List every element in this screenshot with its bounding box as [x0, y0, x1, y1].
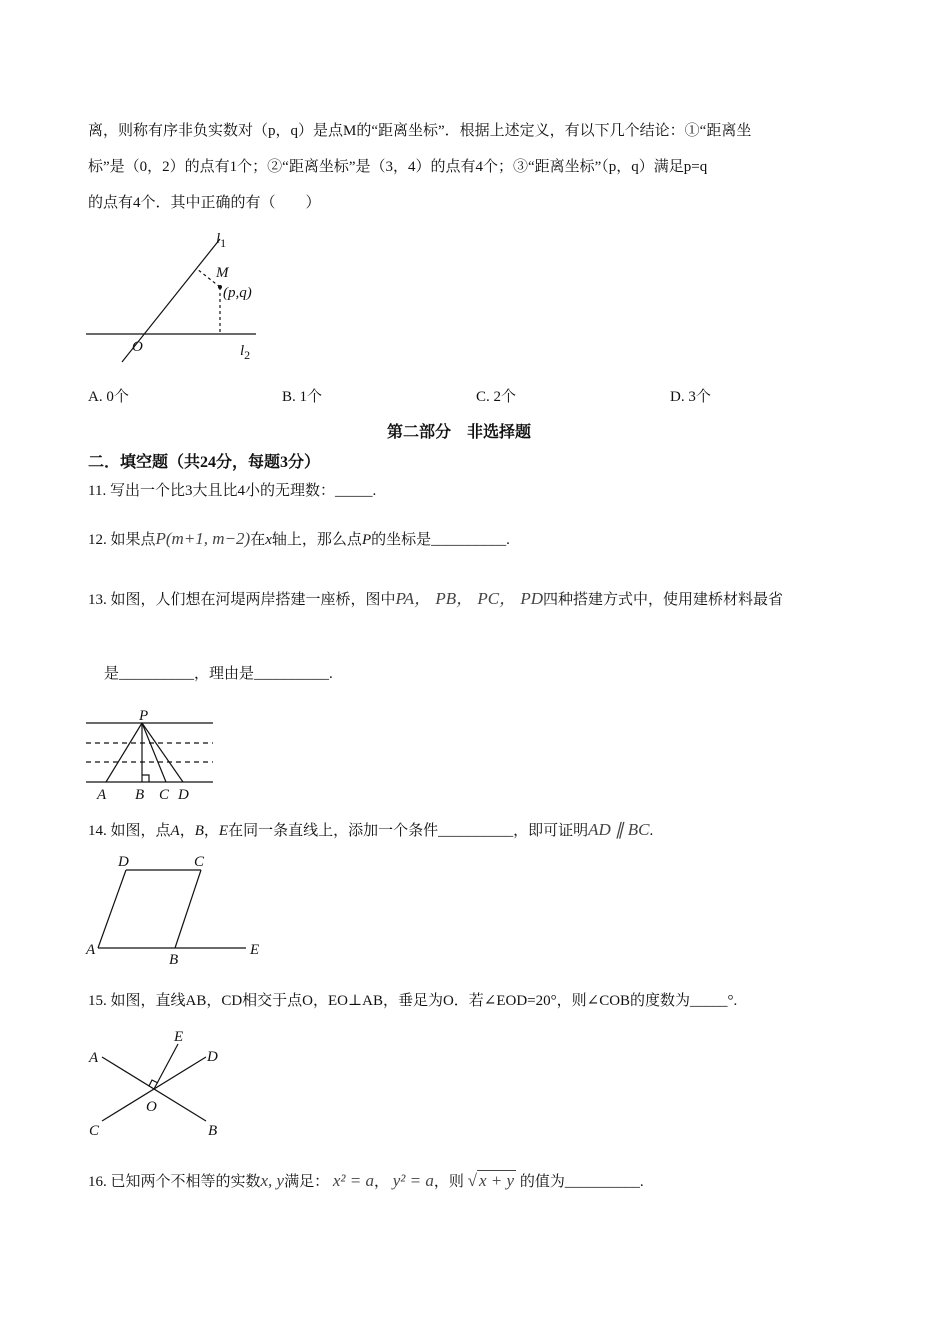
- option-d: D. 3个: [670, 389, 711, 405]
- option-a: A. 0个: [88, 389, 129, 405]
- option-c: C. 2个: [476, 389, 517, 405]
- label-C: C: [159, 787, 170, 803]
- q16-eq2: y² = a: [392, 1171, 434, 1190]
- label-A: A: [86, 942, 96, 958]
- q15: 15. 如图，直线AB，CD相交于点O，EO⊥AB，垂足为O．若∠EOD=20°，则∠COB的度数为_____°.: [88, 993, 738, 1009]
- q15-figure: [86, 1025, 226, 1140]
- label-O: O: [132, 339, 143, 355]
- label-C: C: [89, 1123, 100, 1139]
- q12: 12. 如果点P(m+1, m−2)在x轴上，那么点P的坐标是__________.: [88, 529, 510, 548]
- q14: 14. 如图，点A，B，E在同一条直线上，添加一个条件__________，即可证明AD ∥ BC.: [88, 820, 654, 839]
- label-D: D: [118, 854, 129, 870]
- q10-figure: [80, 225, 280, 370]
- label-l2: $l_2$: [240, 343, 251, 362]
- label-O: O: [146, 1099, 157, 1115]
- label-E: E: [174, 1029, 184, 1045]
- label-B: B: [135, 787, 145, 803]
- q13-line2: 是__________，理由是__________.: [104, 666, 333, 682]
- q16: 16. 已知两个不相等的实数x, y满足： x² = a， y² = a，则 √ x + y 的值为__________.: [88, 1171, 644, 1190]
- label-E: E: [250, 942, 260, 958]
- label-A: A: [97, 787, 107, 803]
- q13-figure: [86, 705, 216, 803]
- label-B: B: [208, 1123, 218, 1139]
- label-l1: $l_1$: [216, 231, 227, 250]
- q13-segments: PA， PB， PC， PD: [395, 589, 543, 608]
- q10-line2: 标”是（0，2）的点有1个；②“距离坐标”是（3，4）的点有4个；③“距离坐标”（p，q）满足p=q: [88, 159, 708, 175]
- part2-title: 第二部分 非选择题: [387, 424, 532, 441]
- q14-conclusion: AD ∥ BC: [588, 820, 650, 839]
- q16-sqrt: √ x + y: [467, 1171, 515, 1190]
- q13-line1: 13. 如图，人们想在河堤两岸搭建一座桥，图中PA， PB， PC， PD四种搭建方式中，使用建桥材料最省: [88, 589, 784, 608]
- q16-eq1: x² = a: [332, 1171, 374, 1190]
- q12-point-expr: P(m+1, m−2): [155, 529, 251, 548]
- option-b: B. 1个: [282, 389, 323, 405]
- label-D: D: [178, 787, 189, 803]
- label-B: B: [169, 952, 179, 968]
- q11: 11. 写出一个比3大且比4小的无理数：_____.: [88, 483, 377, 499]
- q10-line3: 的点有4个．其中正确的有（ ）: [88, 195, 321, 211]
- label-M: M: [216, 265, 229, 281]
- label-D: D: [207, 1049, 218, 1065]
- q10-line1: 离，则称有序非负实数对（p，q）是点M的“距离坐标”．根据上述定义，有以下几个结论：①“距离坐: [88, 123, 752, 139]
- label-P: P: [139, 708, 149, 724]
- label-pq: (p,q): [223, 285, 252, 301]
- label-A: A: [89, 1050, 99, 1066]
- label-C: C: [194, 854, 205, 870]
- section2-title: 二．填空题（共24分，每题3分）: [88, 454, 321, 471]
- q14-figure: [86, 850, 266, 970]
